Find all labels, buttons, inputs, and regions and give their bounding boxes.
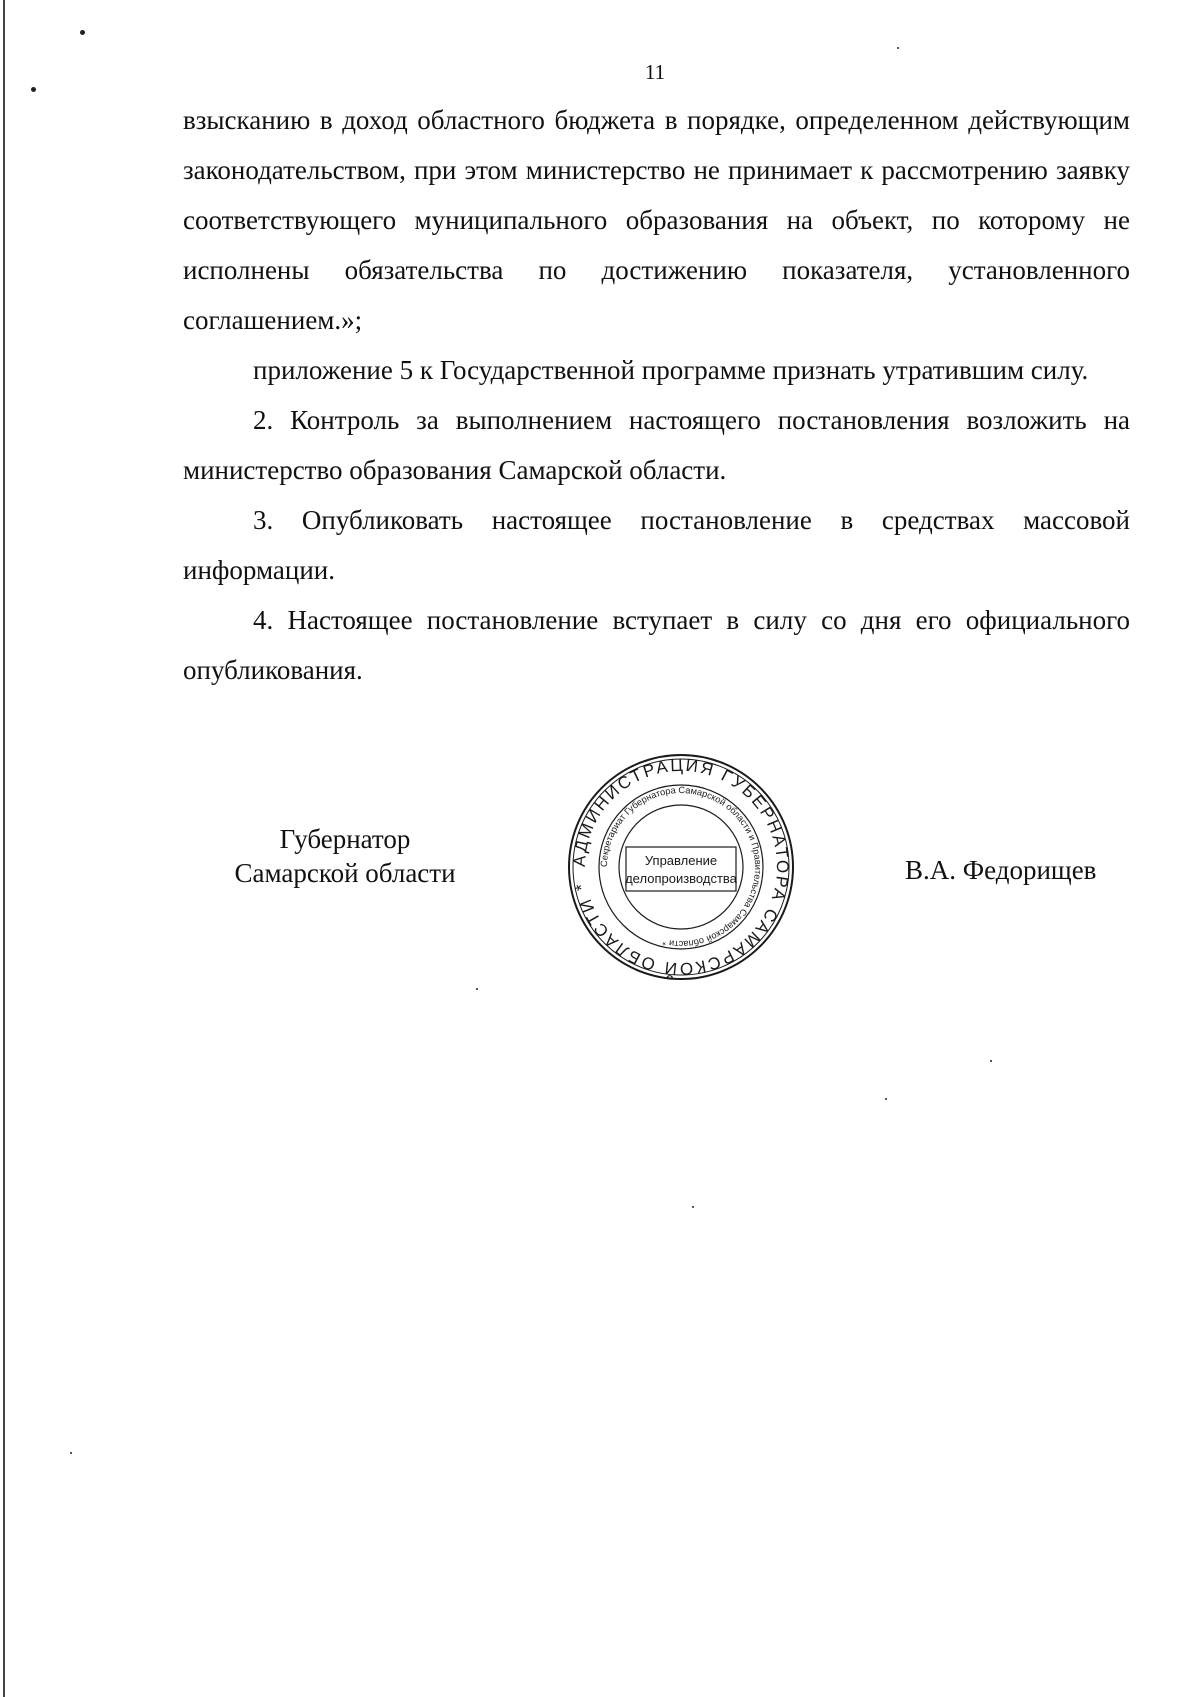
seal-outer-textpath: АДМИНИСТРАЦИЯ ГУБЕРНАТОРА САМАРСКОЙ ОБЛАСТИ * [569, 755, 793, 979]
scan-speck [990, 1060, 992, 1062]
paragraph-4-effective: 4. Настоящее постановление вступает в силу со дня его официального опубликования. [183, 605, 1130, 685]
scan-edge-line [3, 0, 5, 1697]
signatory-name: В.А. Федорищев [905, 855, 1097, 885]
seal-center-line2: делопроизводства [625, 871, 737, 886]
signatory-region: Самарской области [234, 858, 456, 888]
signatory-position [200, 822, 490, 890]
seal-center-line1: Управление [644, 853, 718, 868]
paragraph-continuation: взысканию в доход областного бюджета в порядке, определенном действующим законодательством, при этом министерство не принимает к рассмотрению заявку соответствующего муниципального образования на объект, по которому не исполнены обязательства по достижению показателя, установленного соглашением.»; [183, 105, 1130, 335]
scan-speck [897, 47, 899, 49]
document-body [183, 95, 1130, 695]
official-seal [566, 752, 796, 982]
scan-speck [885, 1098, 887, 1100]
paragraph-2-control: 2. Контроль за выполнением настоящего постановления возложить на министерство образования Самарской области. [183, 405, 1130, 485]
scan-speck [476, 988, 478, 990]
seal-inner-textpath: Секретариат Губернатора Самарской области и Правительства Самарской области * [598, 784, 764, 950]
signatory-title: Губернатор [279, 824, 411, 854]
scan-speck [80, 30, 85, 35]
scan-speck [70, 1452, 72, 1454]
paragraph-3-publish: 3. Опубликовать настоящее постановление в средствах массовой информации. [183, 505, 1130, 585]
scan-speck [31, 87, 36, 92]
paragraph-appendix: приложение 5 к Государственной программе признать утратившим силу. [253, 355, 1089, 385]
page-number: 11 [644, 60, 666, 84]
scan-speck [692, 1206, 694, 1208]
